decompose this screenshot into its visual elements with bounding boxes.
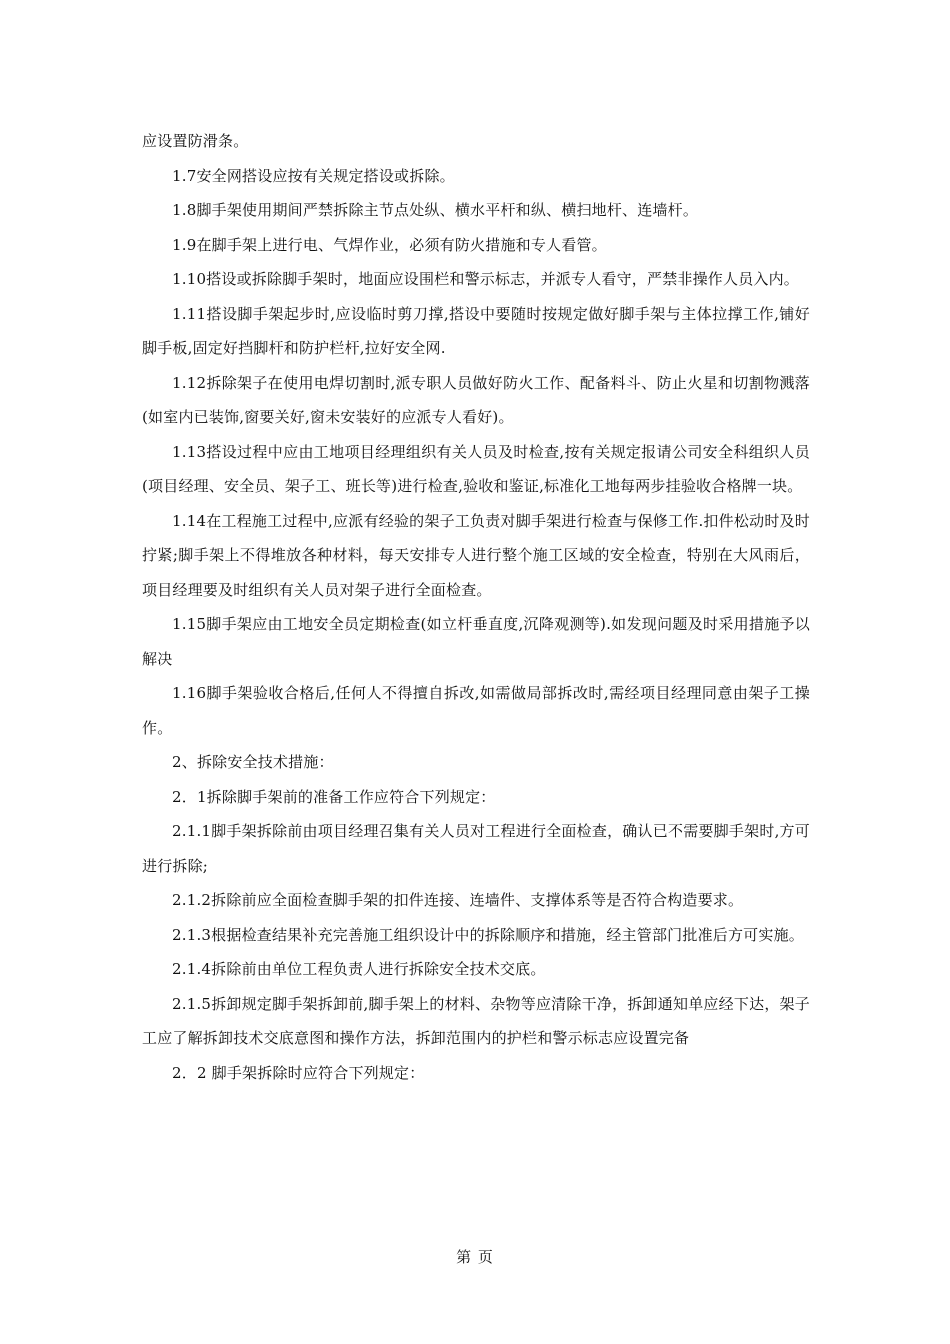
paragraph: 2.1.3根据检查结果补充完善施工组织设计中的拆除顺序和措施，经主管部门批准后方可实施。 bbox=[172, 925, 804, 944]
paragraph: 1.8脚手架使用期间严禁拆除主节点处纵、横水平杆和纵、横扫地杆、连墙杆。 bbox=[172, 201, 699, 219]
paragraph: 1.10搭设或拆除脚手架时，地面应设围栏和警示标志，并派专人看守，严禁非操作人员入内。 bbox=[172, 270, 800, 288]
page-footer: 第 页 bbox=[456, 1248, 494, 1266]
paragraph: 2.1.5拆卸规定脚手架拆卸前,脚手架上的材料、杂物等应清除干净，拆卸通知单应经下达，架子工应了解拆卸技术交底意图和操作方法，拆卸范围内的护栏和警示标志应设置完备 bbox=[142, 994, 810, 1047]
paragraph: 2.1.2拆除前应全面检查脚手架的扣件连接、连墙件、支撑体系等是否符合构造要求。 bbox=[172, 891, 744, 909]
paragraph: 1.14在工程施工过程中,应派有经验的架子工负责对脚手架进行检查与保修工作.扣件松动时及时拧紧;脚手架上不得堆放各种材料，每天安排专人进行整个施工区域的安全检查，特别在大风雨后，项目经理要及时组织有关人员对架子进行全面检查。 bbox=[142, 511, 810, 599]
paragraph: 1.16脚手架验收合格后,任何人不得擅自拆改,如需做局部拆改时,需经项目经理同意由架子工操作。 bbox=[142, 684, 810, 737]
paragraph: 应设置防滑条。 bbox=[142, 132, 249, 150]
subsection-heading: 2．1拆除脚手架前的准备工作应符合下列规定： bbox=[172, 787, 496, 806]
document-body bbox=[142, 124, 810, 1090]
paragraph: 2.1.4拆除前由单位工程负责人进行拆除安全技术交底。 bbox=[172, 960, 546, 978]
paragraph: 1.15脚手架应由工地安全员定期检查(如立杆垂直度,沉降观测等).如发现问题及时采用措施予以解决 bbox=[142, 615, 810, 668]
paragraph: 1.12拆除架子在使用电焊切割时,派专职人员做好防火工作、配备料斗、防止火星和切割物溅落(如室内已装饰,窗要关好,窗未安装好的应派专人看好)。 bbox=[142, 373, 810, 426]
paragraph: 1.11搭设脚手架起步时,应设临时剪刀撑,搭设中要随时按规定做好脚手架与主体拉撑工作,铺好脚手板,固定好挡脚杆和防护栏杆,拉好安全网. bbox=[142, 304, 810, 357]
subsection-heading: 2．2 脚手架拆除时应符合下列规定： bbox=[172, 1063, 425, 1082]
paragraph: 1.9在脚手架上进行电、气焊作业，必须有防火措施和专人看管。 bbox=[172, 235, 607, 254]
paragraph: 1.7安全网搭设应按有关规定搭设或拆除。 bbox=[172, 166, 455, 185]
paragraph: 1.13搭设过程中应由工地项目经理组织有关人员及时检查,按有关规定报请公司安全科组织人员(项目经理、安全员、架子工、班长等)进行检查,验收和鉴证,标准化工地每两步挂验收合格牌一块。 bbox=[142, 442, 810, 495]
section-heading: 2、拆除安全技术措施： bbox=[172, 753, 334, 771]
paragraph: 2.1.1脚手架拆除前由项目经理召集有关人员对工程进行全面检查，确认已不需要脚手架时,方可进行拆除; bbox=[142, 822, 810, 875]
